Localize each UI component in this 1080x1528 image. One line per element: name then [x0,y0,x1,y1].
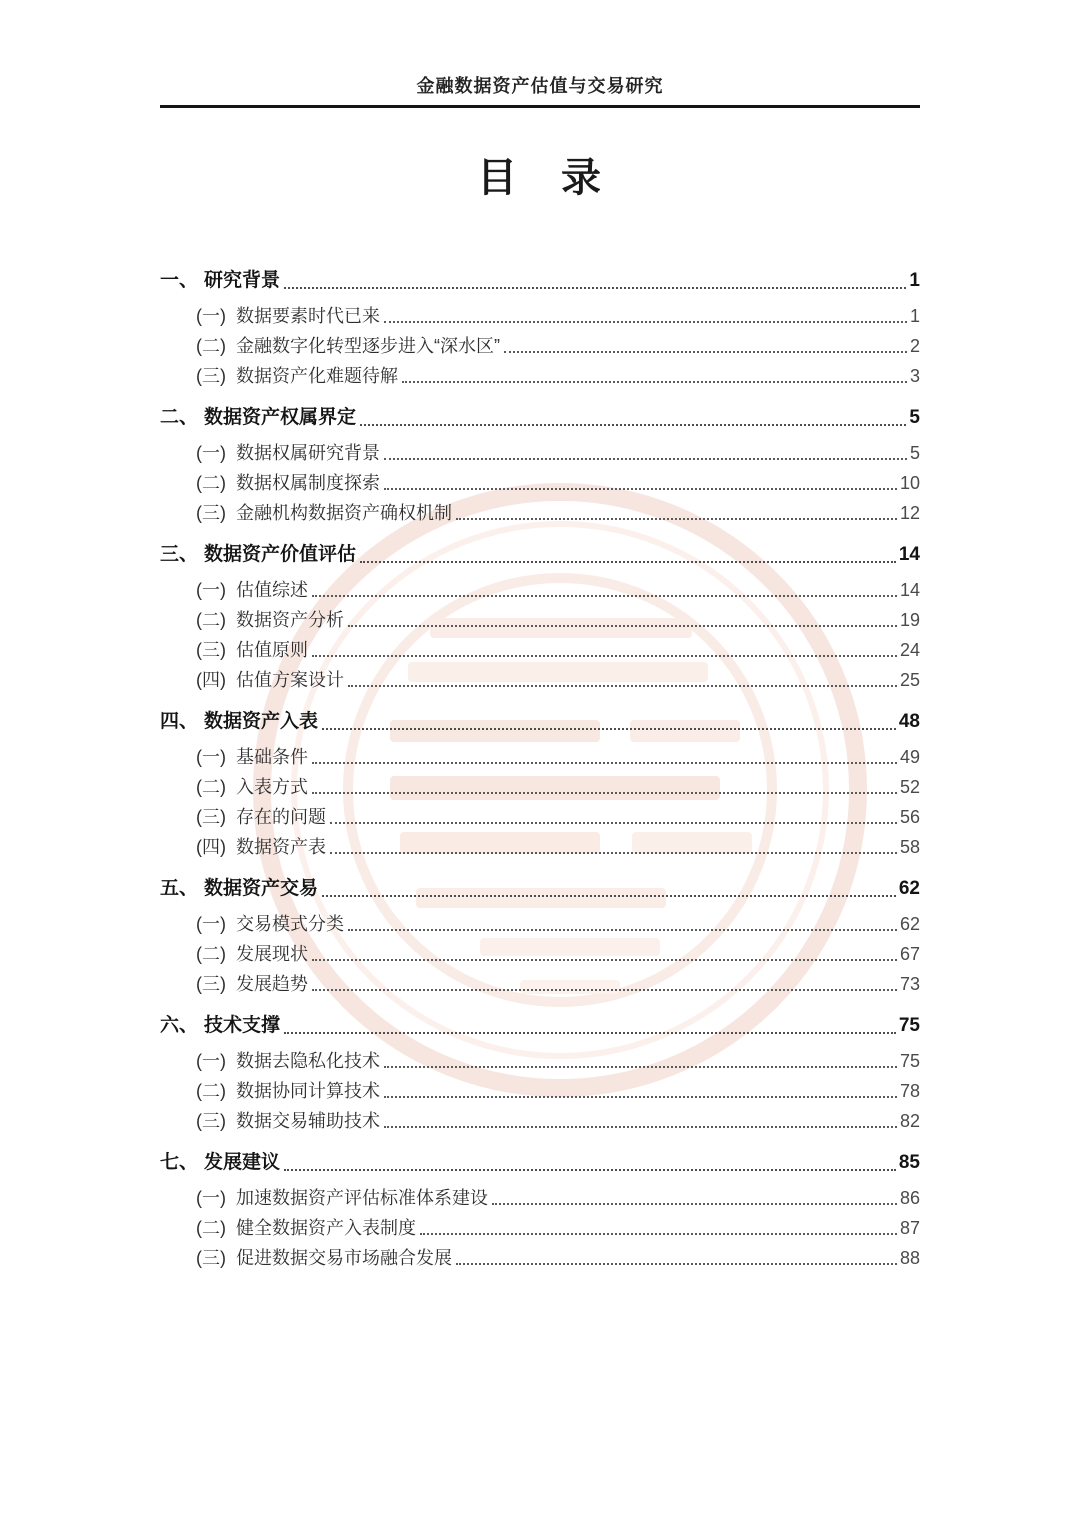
section-number: 五、 [160,878,199,899]
item-page-number: 67 [899,944,920,964]
toc-entry-level2 [196,1046,920,1076]
item-title: 数据资产分析 [236,610,344,630]
toc-page-title: 目 录 [477,156,603,200]
item-page-number: 78 [899,1081,920,1101]
toc-entry-level2 [196,635,920,665]
item-number: (一) [196,1188,226,1208]
section-number: 六、 [160,1015,199,1036]
item-title: 数据要素时代已来 [236,306,380,326]
section-title: 技术支撑 [204,1015,281,1036]
item-title: 存在的问题 [236,807,326,827]
item-page-number: 19 [899,610,920,630]
dot-leader [322,728,896,730]
item-number: (三) [196,1111,226,1131]
dot-leader [312,792,897,794]
dot-leader [284,1169,896,1171]
section-number: 三、 [160,544,199,565]
item-number: (二) [196,777,226,797]
dot-leader [348,929,897,931]
toc-entry-level2 [196,1243,920,1273]
item-title: 数据协同计算技术 [236,1081,380,1101]
item-page-number: 24 [899,640,920,660]
page-content [160,0,920,1273]
item-number: (一) [196,914,226,934]
toc-entry-level1 [160,398,920,438]
item-title: 数据权属制度探索 [236,473,380,493]
item-page-number: 5 [909,443,920,463]
toc-entry-level2 [196,605,920,635]
toc-section [160,1143,920,1273]
item-page-number: 14 [899,580,920,600]
dot-leader [402,381,907,383]
section-title: 发展建议 [204,1152,281,1173]
item-page-number: 62 [899,914,920,934]
dot-leader [420,1233,897,1235]
toc-entry-level2 [196,301,920,331]
item-title: 数据去隐私化技术 [236,1051,380,1071]
toc-entry-level1 [160,1006,920,1046]
item-number: (三) [196,640,226,660]
section-number: 七、 [160,1152,199,1173]
item-number: (三) [196,366,226,386]
item-number: (二) [196,944,226,964]
section-title: 数据资产价值评估 [204,544,357,565]
dot-leader [456,518,897,520]
item-number: (一) [196,580,226,600]
item-title: 估值综述 [236,580,308,600]
item-number: (二) [196,336,226,356]
item-page-number: 10 [899,473,920,493]
toc-section [160,702,920,862]
item-page-number: 2 [909,336,920,356]
item-title: 发展趋势 [236,974,308,994]
item-page-number: 1 [909,306,920,326]
dot-leader [360,424,906,426]
item-number: (二) [196,1218,226,1238]
dot-leader [492,1203,897,1205]
item-page-number: 75 [899,1051,920,1071]
item-page-number: 49 [899,747,920,767]
dot-leader [312,762,897,764]
dot-leader [384,488,897,490]
toc-section [160,398,920,528]
toc-section [160,869,920,999]
item-number: (四) [196,837,226,857]
item-title: 入表方式 [236,777,308,797]
toc-entry-level1 [160,535,920,575]
item-page-number: 87 [899,1218,920,1238]
item-number: (二) [196,610,226,630]
toc-entry-level2 [196,331,920,361]
item-title: 估值原则 [236,640,308,660]
toc-entry-level2 [196,438,920,468]
toc-section [160,261,920,391]
section-items [160,575,920,695]
item-page-number: 25 [899,670,920,690]
item-title: 数据资产化难题待解 [236,366,398,386]
item-page-number: 3 [909,366,920,386]
toc-entry-level2 [196,832,920,862]
dot-leader [384,1066,897,1068]
running-header-title: 金融数据资产估值与交易研究 [416,76,664,96]
section-page-number: 1 [909,270,920,291]
section-title: 数据资产入表 [204,711,319,732]
item-title: 数据资产表 [236,837,326,857]
toc-entry-level1 [160,261,920,301]
section-page-number: 5 [909,407,920,428]
dot-leader [284,1032,896,1034]
section-number: 二、 [160,407,199,428]
dot-leader [360,561,896,563]
item-page-number: 58 [899,837,920,857]
item-page-number: 73 [899,974,920,994]
section-items [160,742,920,862]
section-title: 数据资产交易 [204,878,319,899]
item-number: (一) [196,306,226,326]
dot-leader [312,595,897,597]
item-number: (一) [196,1051,226,1071]
toc-entry-level1 [160,1143,920,1183]
section-page-number: 75 [898,1015,920,1036]
item-title: 估值方案设计 [236,670,344,690]
section-page-number: 62 [898,878,920,899]
item-title: 交易模式分类 [236,914,344,934]
item-number: (一) [196,747,226,767]
item-page-number: 86 [899,1188,920,1208]
toc-entry-level2 [196,575,920,605]
header-rule [160,105,920,108]
item-page-number: 52 [899,777,920,797]
dot-leader [312,989,897,991]
toc-entry-level2 [196,939,920,969]
dot-leader [384,1096,897,1098]
section-number: 四、 [160,711,199,732]
section-items [160,909,920,999]
section-number: 一、 [160,270,199,291]
item-title: 数据交易辅助技术 [236,1111,380,1131]
toc-entry-level2 [196,969,920,999]
dot-leader [312,655,897,657]
section-page-number: 14 [898,544,920,565]
item-title: 金融机构数据资产确权机制 [236,503,452,523]
dot-leader [456,1263,897,1265]
section-items [160,301,920,391]
toc-entry-level2 [196,909,920,939]
section-page-number: 48 [898,711,920,732]
item-page-number: 12 [899,503,920,523]
section-items [160,1183,920,1273]
item-title: 金融数字化转型逐步进入“深水区” [236,336,500,356]
dot-leader [348,685,897,687]
toc-section [160,1006,920,1136]
section-title: 数据资产权属界定 [204,407,357,428]
item-number: (一) [196,443,226,463]
section-items [160,438,920,528]
toc-entry-level2 [196,361,920,391]
toc-entry-level1 [160,702,920,742]
dot-leader [384,1126,897,1128]
item-number: (二) [196,1081,226,1101]
item-title: 加速数据资产评估标准体系建设 [236,1188,488,1208]
section-title: 研究背景 [204,270,281,291]
toc-entry-level2 [196,1076,920,1106]
item-page-number: 56 [899,807,920,827]
toc-entry-level2 [196,772,920,802]
section-page-number: 85 [898,1152,920,1173]
toc-entry-level2 [196,1106,920,1136]
dot-leader [322,895,896,897]
dot-leader [384,458,907,460]
dot-leader [312,959,897,961]
toc-entry-level2 [196,1183,920,1213]
item-number: (三) [196,1248,226,1268]
item-title: 基础条件 [236,747,308,767]
item-title: 健全数据资产入表制度 [236,1218,416,1238]
dot-leader [330,852,897,854]
item-page-number: 82 [899,1111,920,1131]
item-title: 发展现状 [236,944,308,964]
toc-entry-level2 [196,665,920,695]
dot-leader [348,625,897,627]
item-title: 促进数据交易市场融合发展 [236,1248,452,1268]
toc-entry-level2 [196,802,920,832]
item-title: 数据权属研究背景 [236,443,380,463]
toc-entry-level2 [196,468,920,498]
dot-leader [504,351,907,353]
dot-leader [384,321,907,323]
dot-leader [330,822,897,824]
section-items [160,1046,920,1136]
item-number: (三) [196,807,226,827]
dot-leader [284,287,906,289]
toc-entry-level2 [196,742,920,772]
item-number: (三) [196,503,226,523]
toc-entry-level2 [196,1213,920,1243]
table-of-contents [160,261,920,1273]
toc-section [160,535,920,695]
toc-entry-level2 [196,498,920,528]
toc-entry-level1 [160,869,920,909]
item-number: (二) [196,473,226,493]
item-number: (四) [196,670,226,690]
item-number: (三) [196,974,226,994]
item-page-number: 88 [899,1248,920,1268]
